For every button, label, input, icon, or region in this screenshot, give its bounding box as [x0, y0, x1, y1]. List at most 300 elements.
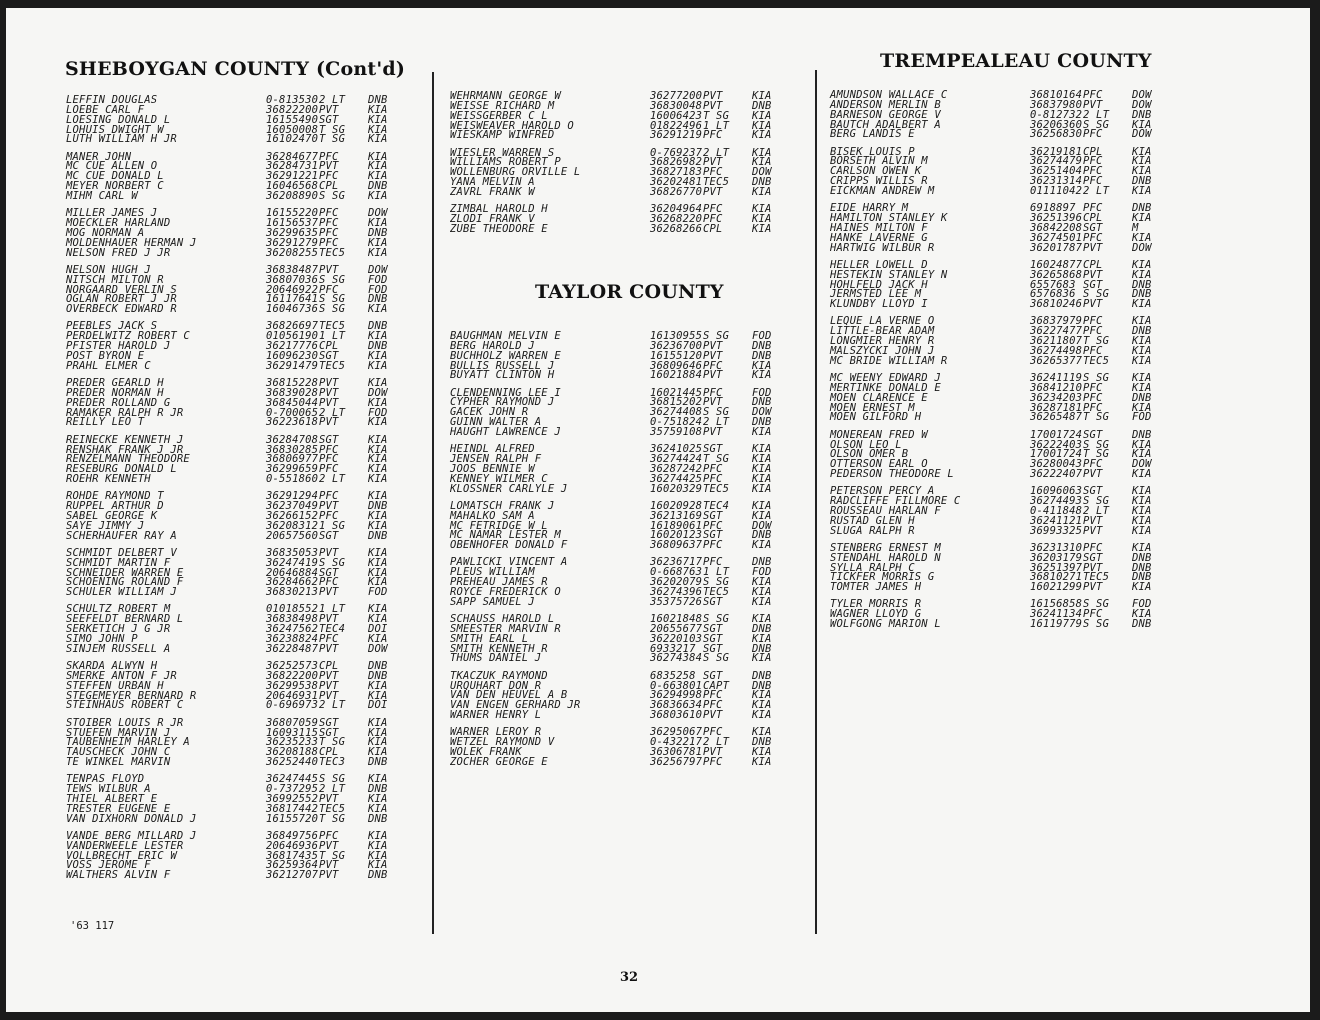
rank: 2 LT [703, 146, 730, 159]
soldier-name: HELLER LOWELL D [830, 258, 928, 271]
casualty-status: FOD [1132, 598, 1152, 611]
rank: PFC [1083, 128, 1103, 141]
serial-number: 01056190 [266, 330, 319, 343]
serial-number: 36208312 [266, 519, 319, 532]
soldier-name: SCHMIDT DELBERT V [66, 546, 177, 559]
soldier-name: AMUNDSON WALLACE C [830, 89, 948, 101]
soldier-name: WEISSGERBER C L [450, 109, 548, 122]
rank: PVT [703, 99, 723, 112]
soldier-name: PEEBLES JACK S [66, 320, 158, 333]
casualty-status: DOW [368, 642, 388, 655]
serial-number: 36211807 [1030, 335, 1083, 348]
casualty-status: KIA [752, 632, 772, 645]
soldier-name: MC FETRIDGE W L [450, 519, 548, 532]
casualty-status: DNB [1132, 175, 1152, 188]
rank: PFC [1083, 458, 1103, 471]
casualty-status: DOW [368, 263, 388, 276]
serial-number: 16119779 [1030, 618, 1083, 631]
serial-number: 36247562 [266, 623, 319, 636]
serial-number: 6933217 [650, 642, 696, 655]
casualty-status: DNB [368, 180, 388, 193]
serial-number: 36807036 [266, 273, 319, 286]
serial-number: 36274384 [650, 652, 703, 665]
soldier-name: MILLER JAMES J [66, 207, 158, 220]
rank: S SG [703, 576, 730, 589]
soldier-name: ROEHR KENNETH [66, 473, 151, 486]
trempealeau-county-heading: TREMPEALEAU COUNTY [880, 50, 1152, 72]
soldier-name: LOESING DONALD L [66, 113, 171, 126]
rank: SGT [1083, 551, 1103, 564]
soldier-name: KLUNDBY LLOYD I [830, 298, 928, 311]
soldier-name: BISEK LOUIS P [830, 145, 915, 158]
soldier-name: STENBERG ERNEST M [830, 541, 941, 554]
serial-number: 16156537 [266, 217, 319, 230]
rank: 1 LT [319, 330, 346, 343]
casualty-status: KIA [368, 160, 388, 173]
casualty-status: KIA [368, 849, 388, 862]
casualty-status: KIA [752, 146, 772, 159]
rank: 1 SG [319, 519, 346, 532]
soldier-name: HOHLFELD JACK H [830, 278, 928, 291]
serial-number: 36223618 [266, 416, 319, 429]
rank: PVT [319, 396, 339, 409]
soldier-name: TAUSCHECK JOHN C [66, 746, 171, 759]
soldier-name: SERKETICH J G JR [66, 623, 171, 636]
soldier-name: STUEFEN MARVIN J [66, 726, 171, 739]
rank: PVT [703, 90, 723, 102]
serial-number: 36247419 [266, 556, 319, 569]
soldier-name: PREDER GEARLD H [66, 377, 164, 390]
serial-number: 36266152 [266, 509, 319, 522]
rank: PVT [319, 263, 339, 276]
soldier-name: MONEREAN FRED W [830, 428, 928, 441]
rank: T SG [1083, 335, 1110, 348]
serial-number: 36837980 [1030, 98, 1083, 111]
serial-number: 36815202 [650, 396, 703, 409]
serial-number: 36228487 [266, 642, 319, 655]
casualty-status: KIA [1132, 155, 1152, 168]
serial-number: 01111042 [1030, 184, 1083, 197]
rank: PFC [1083, 541, 1103, 554]
serial-number: 20657560 [266, 529, 319, 542]
soldier-name: ZIMBAL HAROLD H [450, 203, 548, 216]
serial-number: 36835053 [266, 546, 319, 559]
serial-number: 36206360 [1030, 118, 1083, 131]
soldier-name: OLSON OMER B [830, 448, 909, 461]
rank: PVT [319, 377, 339, 390]
casualty-status: KIA [752, 585, 772, 598]
rank: PVT [319, 586, 339, 599]
casualty-status: DNB [752, 349, 772, 362]
casualty-status: KIA [1132, 298, 1152, 311]
soldier-name: TENPAS FLOYD [66, 773, 145, 786]
soldier-name: WOLFGONG MARION L [830, 618, 941, 631]
serial-number: 36237049 [266, 500, 319, 513]
rank: T SG [1083, 411, 1110, 424]
serial-number: 0-751824 [650, 416, 703, 429]
serial-number: 36826770 [650, 185, 703, 198]
soldier-name: URQUHART DON R [450, 679, 542, 692]
serial-number: 36815228 [266, 377, 319, 390]
rank: TEC5 [319, 359, 346, 372]
casualty-status: KIA [1132, 438, 1152, 451]
serial-number: 36826982 [650, 156, 703, 169]
soldier-name: JENSEN RALPH F [450, 453, 542, 466]
rank: PFC [703, 129, 723, 142]
serial-number: 17001724 [1030, 428, 1083, 441]
casualty-status: KIA [752, 652, 772, 665]
soldier-name: MOECKLER HARLAND [66, 217, 171, 230]
casualty-status: KIA [368, 746, 388, 759]
rank: PFC [1083, 175, 1103, 188]
soldier-name: SMEESTER MARVIN R [450, 622, 561, 635]
serial-number: 36213169 [650, 509, 703, 522]
casualty-status: KIA [368, 453, 388, 466]
serial-number: 20646922 [266, 283, 319, 296]
casualty-status: KIA [1132, 184, 1152, 197]
soldier-name: CARLSON OWEN K [830, 165, 922, 178]
casualty-status: DOW [752, 166, 772, 179]
serial-number: 36251404 [1030, 165, 1083, 178]
rank: CPL [703, 222, 723, 235]
soldier-name: WETZEL RAYMOND V [450, 736, 555, 749]
rank: PFC [1083, 155, 1103, 168]
rank: PFC [1083, 89, 1103, 101]
casualty-status: DOW [1132, 458, 1152, 471]
soldier-name: TE WINKEL MARVIN [66, 756, 171, 769]
soldier-name: RADCLIFFE FILLMORE C [830, 495, 961, 508]
rank: PVT [1083, 581, 1103, 594]
rank: PVT [1083, 298, 1103, 311]
soldier-name: PREDER NORMAN H [66, 386, 164, 399]
rank: PFC [319, 576, 339, 589]
casualty-status: DOW [1132, 98, 1152, 111]
serial-number: 36845044 [266, 396, 319, 409]
soldier-name: OBENHOFER DONALD F [450, 539, 568, 552]
casualty-status: KIA [368, 490, 388, 503]
rank: 2 LT [1083, 108, 1110, 121]
rank: T SG [1083, 448, 1110, 461]
casualty-status: KIA [368, 433, 388, 446]
soldier-name: SCHOENING ROLAND F [66, 576, 184, 589]
rank: S SG [1083, 438, 1110, 451]
soldier-name: PAWLICKI VINCENT A [450, 556, 568, 569]
serial-number: 36201787 [1030, 241, 1083, 254]
serial-number: 16024877 [1030, 258, 1083, 271]
soldier-name: RENSHAK FRANK J JR [66, 443, 184, 456]
casualty-status: KIA [752, 499, 772, 512]
casualty-status: DNB [1132, 551, 1152, 564]
rank: PVT [703, 709, 723, 722]
soldier-name: SCHMIDT MARTIN F [66, 556, 171, 569]
rank: S SG [319, 556, 346, 569]
serial-number: 6835258 [650, 669, 696, 682]
casualty-status: KIA [1132, 118, 1152, 131]
soldier-name: WARNER HENRY L [450, 709, 542, 722]
casualty-status: KIA [368, 736, 388, 749]
soldier-name: LOEBE CARL F [66, 103, 145, 116]
casualty-status: KIA [752, 425, 772, 438]
casualty-status: KIA [1132, 485, 1152, 498]
rank: SGT [319, 529, 339, 542]
casualty-status: DNB [368, 320, 388, 333]
serial-number: 36203179 [1030, 551, 1083, 564]
soldier-name: YANA MELVIN A [450, 176, 535, 189]
casualty-status: KIA [752, 726, 772, 739]
serial-number: 36265377 [1030, 354, 1083, 367]
serial-number: 0-432217 [650, 736, 703, 749]
serial-number: 36274501 [1030, 231, 1083, 244]
rank: PFC [703, 386, 723, 399]
casualty-status: KIA [752, 745, 772, 758]
serial-number: 36849756 [266, 829, 319, 842]
casualty-status: KIA [752, 462, 772, 475]
soldier-name: PETERSON PERCY A [830, 485, 935, 498]
casualty-status: DNB [1132, 325, 1152, 338]
soldier-name: POST BYRON E [66, 349, 145, 362]
soldier-name: VAN DEN HEUVEL A B [450, 689, 568, 702]
serial-number: 16117641 [266, 293, 319, 306]
casualty-status: KIA [368, 473, 388, 486]
serial-number: 36222403 [1030, 438, 1083, 451]
casualty-status: KIA [1132, 165, 1152, 178]
casualty-status: KIA [368, 377, 388, 390]
casualty-status: DNB [368, 812, 388, 825]
casualty-status: KIA [1132, 524, 1152, 537]
casualty-status: KIA [1132, 145, 1152, 158]
serial-number: 36817442 [266, 802, 319, 815]
rank: PFC [703, 166, 723, 179]
serial-number: 36299659 [266, 463, 319, 476]
serial-number: 16020928 [650, 499, 703, 512]
soldier-name: HAMILTON STANLEY K [830, 212, 948, 225]
rank: S SG [1083, 598, 1110, 611]
serial-number: 0-769237 [650, 146, 703, 159]
casualty-status: KIA [752, 689, 772, 702]
soldier-name: SAYE JIMMY J [66, 519, 145, 532]
soldier-name: BULLIS RUSSELL J [450, 359, 555, 372]
casualty-status: KIA [368, 236, 388, 249]
serial-number: 20646936 [266, 839, 319, 852]
rank: SGT [703, 443, 723, 456]
soldier-name: THUMS DANIEL J [450, 652, 542, 665]
soldier-name: SMITH EARL L [450, 632, 529, 645]
rank: PVT [319, 669, 339, 682]
serial-number: 36291294 [266, 490, 319, 503]
casualty-status: DOW [752, 519, 772, 532]
soldier-name: VOLLBRECHT ERIC W [66, 849, 177, 862]
soldier-name: STEGEMEYER BERNARD R [66, 689, 197, 702]
serial-number: 36247445 [266, 773, 319, 786]
rank: PVT [1083, 98, 1103, 111]
serial-number: 36217776 [266, 340, 319, 353]
soldier-name: WIESLER WARREN S [450, 146, 555, 159]
soldier-name: SLUGA RALPH R [830, 524, 915, 537]
serial-number: 16021299 [1030, 581, 1083, 594]
casualty-status: DNB [368, 500, 388, 513]
soldier-name: RESEBURG DONALD L [66, 463, 177, 476]
rank: CPL [319, 340, 339, 353]
soldier-name: BERG HAROLD J [450, 339, 535, 352]
serial-number: 36274424 [650, 453, 703, 466]
soldier-name: MC BRIDE WILLIAM R [830, 354, 948, 367]
rank: TEC5 [319, 246, 346, 259]
soldier-name: TYLER MORRIS R [830, 598, 922, 611]
casualty-status: KIA [368, 463, 388, 476]
rank: PVT [319, 839, 339, 852]
rank: T SG [319, 133, 346, 146]
casualty-status: DNB [1132, 561, 1152, 574]
soldier-name: RUSTAD GLEN H [830, 514, 915, 527]
serial-number: 36219181 [1030, 145, 1083, 158]
soldier-name: MC WEENY EDWARD J [830, 372, 941, 385]
soldier-name: SCHULTZ ROBERT M [66, 603, 171, 616]
serial-number: 36287242 [650, 462, 703, 475]
casualty-status: DNB [752, 669, 772, 682]
casualty-status: KIA [368, 359, 388, 372]
serial-number: 36291219 [650, 129, 703, 142]
serial-number: 36295067 [650, 726, 703, 739]
rank: 2 LT [319, 699, 346, 712]
serial-number: 36212707 [266, 869, 319, 882]
casualty-status: DNB [752, 556, 772, 569]
serial-number: 36841210 [1030, 381, 1083, 394]
serial-number: 20646884 [266, 566, 319, 579]
rank: PFC [319, 150, 339, 163]
rank: 2 LT [319, 783, 346, 796]
rank: SGT [703, 529, 723, 542]
rank: PVT [319, 679, 339, 692]
serial-number: 36284677 [266, 150, 319, 163]
soldier-name: PREHEAU JAMES R [450, 576, 548, 589]
rank: TEC5 [703, 585, 730, 598]
serial-number: 36231314 [1030, 175, 1083, 188]
soldier-name: RUPPEL ARTHUR D [66, 500, 164, 513]
serial-number: 6918897 [1030, 202, 1076, 215]
serial-number: 16046736 [266, 303, 319, 316]
serial-number: 36277200 [650, 90, 703, 102]
rank: PFC [319, 829, 339, 842]
casualty-status: KIA [1132, 495, 1152, 508]
soldier-name: ROUSSEAU HARLAN F [830, 504, 941, 517]
soldier-name: STENDAHL HAROLD N [830, 551, 941, 564]
soldier-name: REINECKE KENNETH J [66, 433, 184, 446]
rank: SGT [1083, 485, 1103, 498]
soldier-name: WEHRMANN GEORGE W [450, 90, 561, 102]
soldier-name: BAUTCH ADALBERT A [830, 118, 941, 131]
serial-number: 36241119 [1030, 372, 1083, 385]
serial-number: 17001724 [1030, 448, 1083, 461]
rank: PFC [1083, 202, 1103, 215]
soldier-name: TICKFER MORRIS G [830, 571, 935, 584]
soldier-name: SABEL GEORGE K [66, 509, 158, 522]
rank: PVT [319, 859, 339, 872]
soldier-name: HARTWIG WILBUR R [830, 241, 935, 254]
serial-number: 36235233 [266, 736, 319, 749]
rank: PFC [319, 217, 339, 230]
serial-number: 36837979 [1030, 315, 1083, 328]
rank: S SG [1083, 495, 1110, 508]
rank: SGT [1083, 278, 1103, 291]
rank: PFC [319, 207, 339, 220]
casualty-status: KIA [368, 443, 388, 456]
soldier-name: RENZELMANN THEODORE [66, 453, 190, 466]
serial-number: 01822496 [650, 119, 703, 132]
casualty-status: KIA [368, 576, 388, 589]
soldier-name: SINJEM RUSSELL A [66, 642, 171, 655]
rank: PFC [319, 490, 339, 503]
rank: SGT [703, 642, 723, 655]
rank: 1 LT [703, 566, 730, 579]
rank: S SG [319, 273, 346, 286]
soldier-name: MOG NORMAN A [66, 226, 145, 239]
serial-number: 6576836 [1030, 288, 1076, 301]
rank: S SG [319, 293, 346, 306]
rank: TEC4 [319, 623, 346, 636]
casualty-status: KIA [752, 453, 772, 466]
serial-number: 36803610 [650, 709, 703, 722]
soldier-name: SCHAUSS HAROLD L [450, 613, 555, 626]
serial-number: 36299538 [266, 679, 319, 692]
casualty-status: FOD [1132, 411, 1152, 424]
soldier-name: HANKE LAVERNE G [830, 231, 928, 244]
serial-number: 36827183 [650, 166, 703, 179]
casualty-status: KIA [368, 303, 388, 316]
rank: CPL [319, 180, 339, 193]
rank: PFC [319, 509, 339, 522]
soldier-name: PERDELWITZ ROBERT C [66, 330, 190, 343]
rank: PVT [703, 425, 723, 438]
serial-number: 36822200 [266, 103, 319, 116]
casualty-status: KIA [368, 633, 388, 646]
serial-number: 16021848 [650, 613, 703, 626]
serial-number: 36252440 [266, 756, 319, 769]
soldier-name: TRESTER EUGENE E [66, 802, 171, 815]
rank: S SG [703, 652, 730, 665]
rank: 1 LT [703, 119, 730, 132]
soldier-name: MEYER NORBERT C [66, 180, 164, 193]
rank: PFC [703, 462, 723, 475]
serial-number: 36274498 [1030, 344, 1083, 357]
soldier-name: EIDE HARRY M [830, 202, 909, 215]
serial-number: 36291221 [266, 170, 319, 183]
rank: PVT [703, 339, 723, 352]
casualty-status: KIA [752, 156, 772, 169]
soldier-name: SMITH KENNETH R [450, 642, 548, 655]
rank: CAPT [703, 679, 730, 692]
rank: S SG [1083, 372, 1110, 385]
casualty-status: FOD [368, 283, 388, 296]
casualty-status: KIA [752, 482, 772, 495]
casualty-status: KIA [752, 185, 772, 198]
casualty-status: FOD [752, 330, 772, 342]
rank: S SG [319, 189, 346, 202]
serial-number: 36241025 [650, 443, 703, 456]
casualty-status: FOD [368, 406, 388, 419]
soldier-name: LEQUE LA VERNE O [830, 315, 935, 328]
soldier-name: MAHALKO SAM A [450, 509, 535, 522]
serial-number: 36259364 [266, 859, 319, 872]
serial-number: 36274425 [650, 472, 703, 485]
rank: TEC5 [703, 176, 730, 189]
soldier-name: VOSS JEROME F [66, 859, 151, 872]
soldier-name: LUTH WILLIAM H JR [66, 133, 177, 146]
serial-number: 0-663801 [650, 679, 703, 692]
casualty-status: KIA [752, 119, 772, 132]
casualty-status: KIA [752, 539, 772, 552]
rank: S SG [1083, 618, 1110, 631]
serial-number: 36299635 [266, 226, 319, 239]
